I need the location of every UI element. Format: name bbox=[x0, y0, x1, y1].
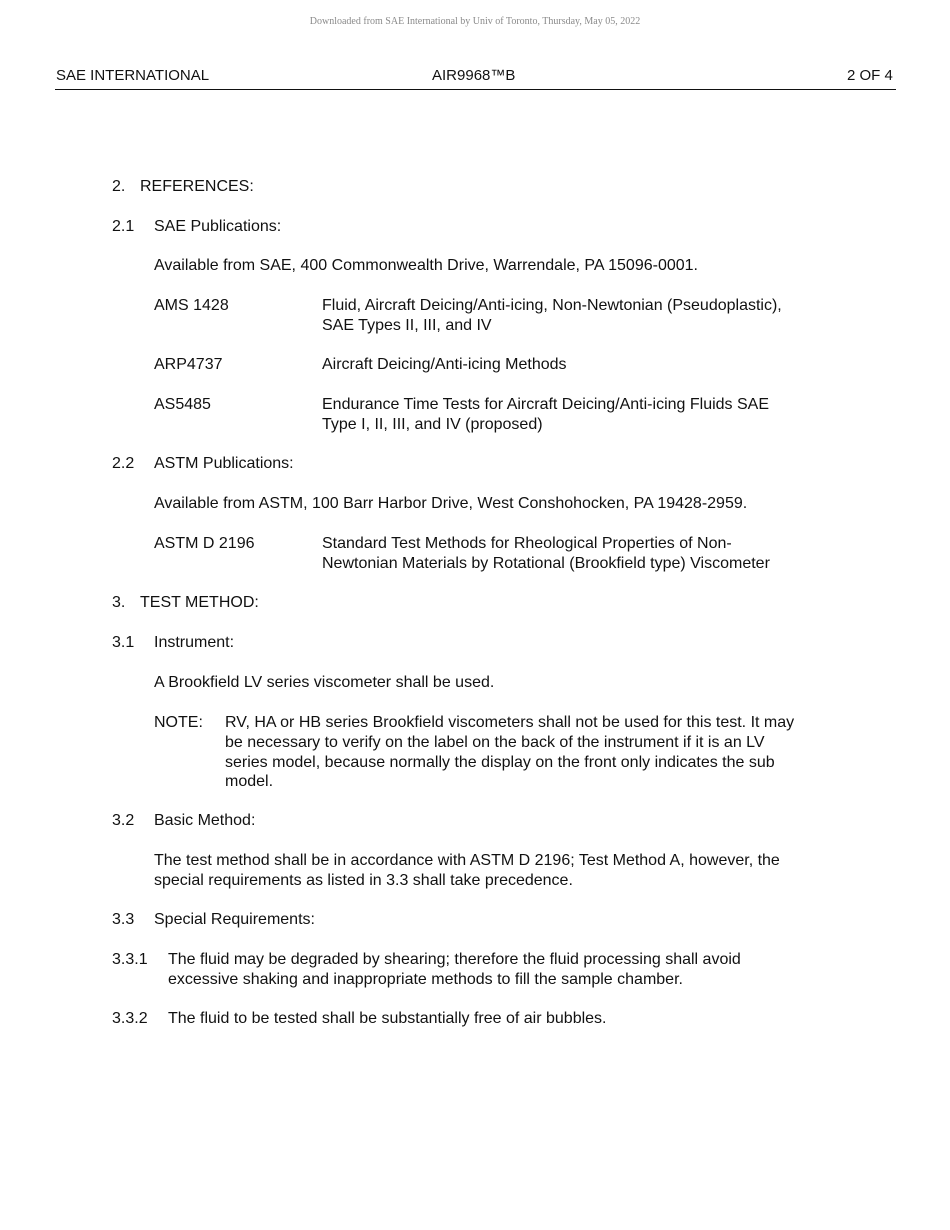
reference-code: AMS 1428 bbox=[154, 297, 229, 314]
basic-method-line: The test method shall be in accordance with ASTM D 2196; Test Method A, however, the bbox=[154, 852, 780, 869]
note-line: series model, because normally the display on the front only indicates the sub bbox=[225, 754, 775, 771]
section-3-3-2-number: 3.3.2 bbox=[112, 1010, 148, 1027]
sae-availability: Available from SAE, 400 Commonwealth Drive, Warrendale, PA 15096-0001. bbox=[154, 257, 698, 274]
header-rule bbox=[55, 89, 896, 90]
section-3-3-title: Special Requirements: bbox=[154, 911, 315, 928]
requirement-line: The fluid to be tested shall be substantially free of air bubbles. bbox=[168, 1010, 607, 1027]
reference-title: Type I, II, III, and IV (proposed) bbox=[322, 416, 543, 433]
reference-code: ARP4737 bbox=[154, 356, 223, 373]
reference-code: ASTM D 2196 bbox=[154, 535, 255, 552]
astm-availability: Available from ASTM, 100 Barr Harbor Drive, West Conshohocken, PA 19428-2959. bbox=[154, 495, 748, 512]
requirement-line: The fluid may be degraded by shearing; therefore the fluid processing shall avoid bbox=[168, 951, 741, 968]
section-2-1-number: 2.1 bbox=[112, 218, 135, 235]
section-3-3-1-number: 3.3.1 bbox=[112, 951, 148, 968]
note-label: NOTE: bbox=[154, 714, 203, 731]
header-doc-number: AIR9968™B bbox=[432, 67, 516, 84]
section-2-2-number: 2.2 bbox=[112, 455, 135, 472]
section-2-title: REFERENCES: bbox=[140, 178, 254, 195]
section-2-number: 2. bbox=[112, 178, 126, 195]
reference-title: Standard Test Methods for Rheological Properties of Non- bbox=[322, 535, 732, 552]
note-line: be necessary to verify on the label on the back of the instrument if it is an LV bbox=[225, 734, 765, 751]
reference-title: Aircraft Deicing/Anti-icing Methods bbox=[322, 356, 567, 373]
instrument-text: A Brookfield LV series viscometer shall be used. bbox=[154, 674, 495, 691]
requirement-line: excessive shaking and inappropriate methods to fill the sample chamber. bbox=[168, 971, 683, 988]
section-3-number: 3. bbox=[112, 594, 126, 611]
section-2-1-title: SAE Publications: bbox=[154, 218, 282, 235]
section-3-1-title: Instrument: bbox=[154, 634, 235, 651]
reference-code: AS5485 bbox=[154, 396, 211, 413]
reference-title: Newtonian Materials by Rotational (Brookfield type) Viscometer bbox=[322, 555, 770, 572]
note-line: RV, HA or HB series Brookfield viscometers shall not be used for this test. It may bbox=[225, 714, 795, 731]
header-page-number: 2 OF 4 bbox=[847, 67, 893, 84]
reference-title: Endurance Time Tests for Aircraft Deicing/Anti-icing Fluids SAE bbox=[322, 396, 769, 413]
section-3-3-number: 3.3 bbox=[112, 911, 135, 928]
section-3-1-number: 3.1 bbox=[112, 634, 135, 651]
download-notice: Downloaded from SAE International by Univ of Toronto, Thursday, May 05, 2022 bbox=[309, 16, 641, 27]
basic-method-line: special requirements as listed in 3.3 shall take precedence. bbox=[154, 872, 573, 889]
section-3-2-number: 3.2 bbox=[112, 812, 135, 829]
reference-title: SAE Types II, III, and IV bbox=[322, 317, 492, 334]
section-2-2-title: ASTM Publications: bbox=[154, 455, 294, 472]
header-org: SAE INTERNATIONAL bbox=[56, 67, 210, 84]
section-3-title: TEST METHOD: bbox=[140, 594, 259, 611]
section-3-2-title: Basic Method: bbox=[154, 812, 256, 829]
note-line: model. bbox=[225, 773, 274, 790]
reference-title: Fluid, Aircraft Deicing/Anti-icing, Non-Newtonian (Pseudoplastic), bbox=[322, 297, 782, 314]
